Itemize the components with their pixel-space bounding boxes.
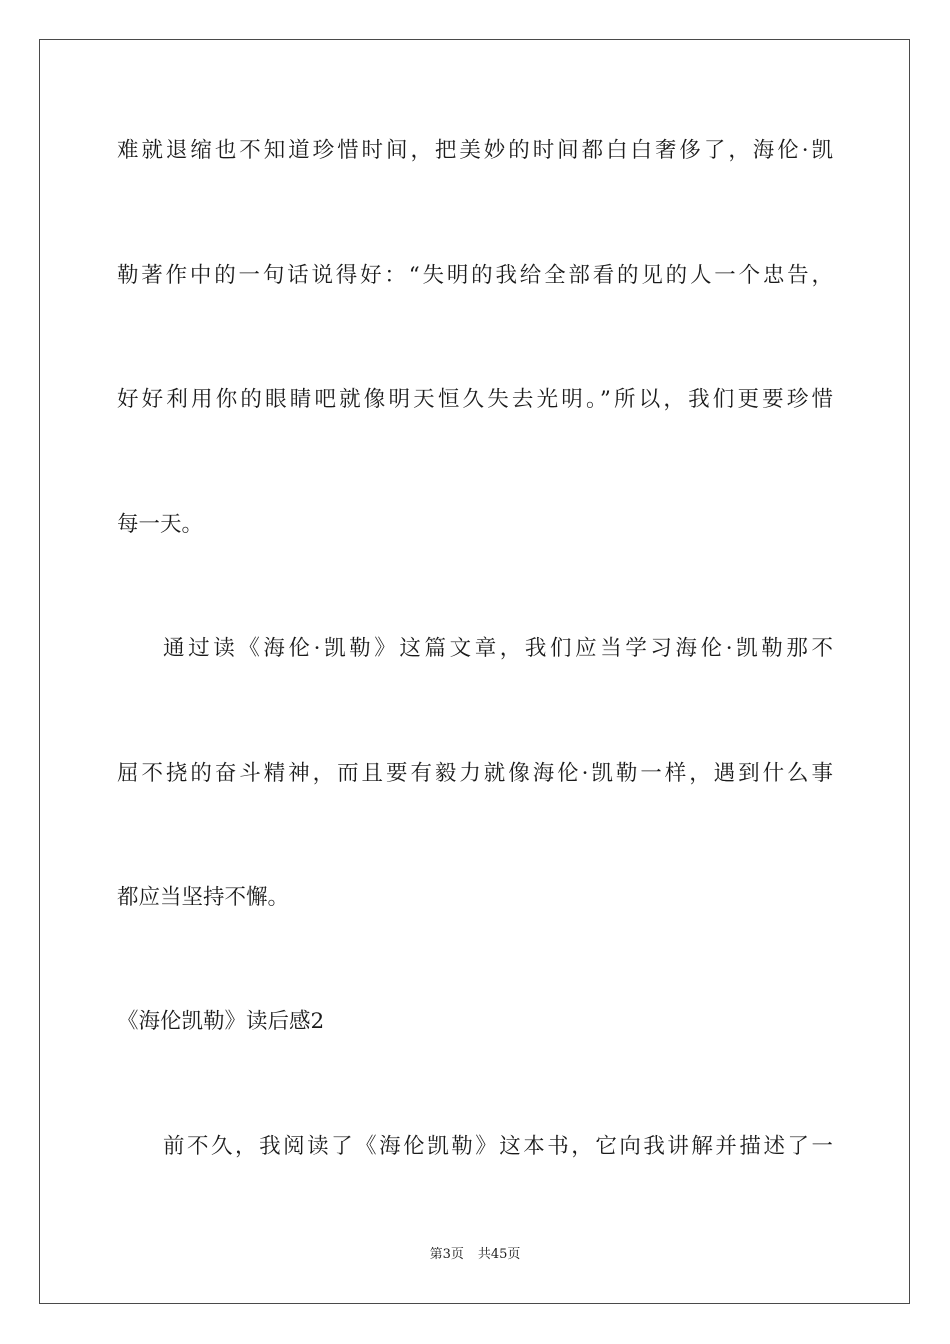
page-number: 第3页 xyxy=(429,1247,464,1262)
text-line-8: 前不久，我阅读了《海伦凯勒》这本书，它向我讲解并描述了一 xyxy=(163,1134,833,1159)
text-line-4: 每一天。 xyxy=(117,512,204,537)
section-title: 《海伦凯勒》读后感2 xyxy=(117,1009,325,1034)
text-line-2: 勒著作中的一句话说得好：“失明的我给全部看的见的人一个忠告， xyxy=(117,263,833,288)
text-line-6: 屈不挠的奋斗精神，而且要有毅力就像海伦·凯勒一样，遇到什么事 xyxy=(117,761,833,786)
text-line-1: 难就退缩也不知道珍惜时间，把美妙的时间都白白奢侈了，海伦·凯 xyxy=(117,138,833,163)
text-line-7: 都应当坚持不懈。 xyxy=(117,885,290,910)
text-line-5: 通过读《海伦·凯勒》这篇文章，我们应当学习海伦·凯勒那不 xyxy=(163,636,833,661)
page-border xyxy=(39,39,910,1304)
page-total: 共45页 xyxy=(477,1247,521,1262)
page-footer xyxy=(0,1246,950,1264)
text-line-3: 好好利用你的眼睛吧就像明天恒久失去光明。”所以，我们更要珍惜 xyxy=(117,387,833,412)
